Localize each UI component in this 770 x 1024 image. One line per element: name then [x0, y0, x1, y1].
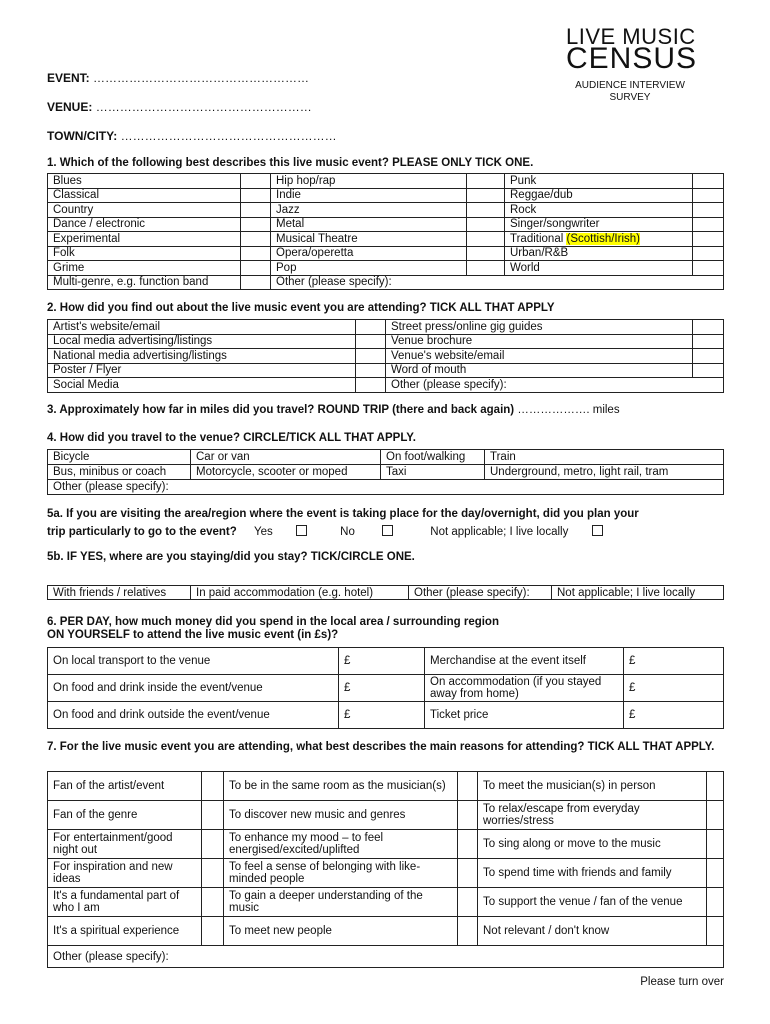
table-row [48, 261, 724, 276]
genre-option: Opera/operetta [271, 246, 467, 261]
source-tick-box[interactable] [693, 363, 724, 378]
q5a-line1: 5a. If you are visiting the area/region where the event is taking place for the day/overnight, did you plan your [47, 508, 639, 520]
q5a-na-label: Not applicable; I live locally [430, 526, 569, 538]
venue-field[interactable] [47, 100, 312, 114]
genre-option: Pop [271, 261, 467, 276]
genre-traditional: Traditional [510, 232, 564, 245]
reason-tick-box[interactable] [458, 830, 478, 859]
survey-subtitle: AUDIENCE INTERVIEW SURVEY [575, 80, 685, 103]
q2-title: 2. How did you find out about the live music event you are attending? TICK ALL THAT APPLY [47, 302, 555, 314]
q1-table [47, 173, 724, 290]
q4-title: 4. How did you travel to the venue? CIRCLE/TICK ALL THAT APPLY. [47, 432, 416, 444]
q6-title-line1: 6. PER DAY, how much money did you spend in the local area / surrounding region [47, 616, 499, 628]
q2-table [47, 319, 724, 393]
reason-tick-box[interactable] [458, 772, 478, 801]
q6-table [47, 647, 724, 729]
reason-tick-box[interactable] [202, 888, 224, 917]
genre-tick-box[interactable] [241, 174, 271, 189]
town-label: TOWN/CITY: [47, 129, 118, 143]
source-option: Venue brochure [386, 334, 693, 349]
reason-option: To be in the same room as the musician(s) [224, 772, 458, 801]
event-field[interactable] [47, 71, 309, 85]
reason-tick-box[interactable] [707, 859, 724, 888]
genre-tick-box[interactable] [467, 217, 505, 232]
genre-tick-box[interactable] [241, 246, 271, 261]
genre-option: Singer/songwriter [505, 217, 693, 232]
genre-other-field[interactable]: Other (please specify): [271, 275, 724, 290]
spend-amount-field[interactable]: £ [624, 675, 724, 702]
genre-option: Indie [271, 188, 467, 203]
genre-option: Jazz [271, 203, 467, 218]
genre-tick-box[interactable] [467, 203, 505, 218]
spend-amount-field[interactable]: £ [339, 648, 425, 675]
source-tick-box[interactable] [693, 334, 724, 349]
spend-category: On food and drink inside the event/venue [48, 675, 339, 702]
venue-label: VENUE: [47, 100, 93, 114]
reason-tick-box[interactable] [707, 801, 724, 830]
travel-option[interactable]: Underground, metro, light rail, tram [485, 465, 724, 480]
table-row [48, 174, 724, 189]
genre-tick-box[interactable] [241, 261, 271, 276]
reason-tick-box[interactable] [707, 917, 724, 946]
genre-option: Country [48, 203, 241, 218]
travel-option[interactable]: Motorcycle, scooter or moped [191, 465, 381, 480]
spend-category: Ticket price [425, 702, 624, 729]
reason-tick-box[interactable] [202, 772, 224, 801]
q5b-option[interactable]: With friends / relatives [48, 586, 191, 600]
genre-tick-box[interactable] [693, 203, 724, 218]
genre-option: World [505, 261, 693, 276]
source-option: Local media advertising/listings [48, 334, 356, 349]
reason-option: Fan of the artist/event [48, 772, 202, 801]
town-field[interactable] [47, 129, 337, 143]
source-tick-box[interactable] [693, 349, 724, 364]
reason-tick-box[interactable] [458, 801, 478, 830]
footer-turn-over: Please turn over [640, 976, 724, 988]
venue-dots: ……………………………………………… [95, 100, 312, 114]
q5a-question: trip particularly to go to the event? [47, 526, 237, 538]
genre-tick-box[interactable] [693, 188, 724, 203]
source-tick-box[interactable] [356, 334, 386, 349]
q5b-table [47, 585, 724, 600]
reason-tick-box[interactable] [202, 859, 224, 888]
reason-option: To meet new people [224, 917, 458, 946]
genre-option: Punk [505, 174, 693, 189]
q5b-title: 5b. IF YES, where are you staying/did you stay? TICK/CIRCLE ONE. [47, 551, 415, 563]
genre-tick-box[interactable] [693, 246, 724, 261]
source-other-field[interactable]: Other (please specify): [386, 378, 724, 393]
reason-tick-box[interactable] [458, 888, 478, 917]
travel-option[interactable]: Train [485, 450, 724, 465]
table-row [48, 217, 724, 232]
travel-option[interactable]: Bicycle [48, 450, 191, 465]
logo-line1: LIVE MUSIC [566, 24, 696, 49]
genre-tick-box[interactable] [241, 203, 271, 218]
genre-option: Blues [48, 174, 241, 189]
q5a-yes-checkbox[interactable] [296, 525, 307, 536]
reason-option: To gain a deeper understanding of the music [224, 888, 458, 917]
reason-option: For inspiration and new ideas [48, 859, 202, 888]
reason-option: To discover new music and genres [224, 801, 458, 830]
spend-category: On food and drink outside the event/venue [48, 702, 339, 729]
source-option: Word of mouth [386, 363, 693, 378]
source-tick-box[interactable] [356, 363, 386, 378]
genre-option: Dance / electronic [48, 217, 241, 232]
travel-option[interactable]: Car or van [191, 450, 381, 465]
q5a-line2 [47, 525, 603, 539]
q6-title-line2: ON YOURSELF to attend the live music event (in £s)? [47, 629, 339, 641]
reason-option: It's a spiritual experience [48, 917, 202, 946]
reason-tick-box[interactable] [458, 917, 478, 946]
genre-tick-box[interactable] [241, 217, 271, 232]
reason-option: To support the venue / fan of the venue [478, 888, 707, 917]
q5a-no-checkbox[interactable] [382, 525, 393, 536]
table-row [48, 232, 724, 247]
spend-category: Merchandise at the event itself [425, 648, 624, 675]
reason-option: Not relevant / don't know [478, 917, 707, 946]
spend-category: On local transport to the venue [48, 648, 339, 675]
reason-tick-box[interactable] [707, 830, 724, 859]
reason-tick-box[interactable] [458, 859, 478, 888]
q5a-yes-label: Yes [253, 526, 273, 538]
event-dots: ……………………………………………… [93, 71, 310, 85]
spend-amount-field[interactable]: £ [624, 702, 724, 729]
travel-other-field[interactable]: Other (please specify): [48, 480, 724, 495]
genre-tick-box[interactable] [241, 275, 271, 290]
genre-option: Multi-genre, e.g. function band [48, 275, 241, 290]
genre-tick-box[interactable] [467, 232, 505, 247]
q4-table [47, 449, 724, 495]
table-row [48, 203, 724, 218]
source-option: Poster / Flyer [48, 363, 356, 378]
genre-option: Metal [271, 217, 467, 232]
q5b-option[interactable]: Other (please specify): [409, 586, 552, 600]
event-label: EVENT: [47, 71, 90, 85]
genre-tick-box[interactable] [467, 188, 505, 203]
travel-option[interactable]: On foot/walking [381, 450, 485, 465]
q5a-na-checkbox[interactable] [592, 525, 603, 536]
reason-tick-box[interactable] [202, 801, 224, 830]
q7-table [47, 771, 724, 968]
reason-option: To meet the musician(s) in person [478, 772, 707, 801]
q5a-no-label: No [340, 526, 355, 538]
reason-option: To relax/escape from everyday worries/stress [478, 801, 707, 830]
travel-option[interactable]: Taxi [381, 465, 485, 480]
genre-option [505, 232, 693, 247]
spend-amount-field[interactable]: £ [624, 648, 724, 675]
q3-title: 3. Approximately how far in miles did you travel? ROUND TRIP (there and back again) [47, 404, 515, 416]
table-row [48, 188, 724, 203]
reason-option: To enhance my mood – to feel energised/excited/uplifted [224, 830, 458, 859]
source-tick-box[interactable] [356, 320, 386, 335]
genre-option: Hip hop/rap [271, 174, 467, 189]
logo-line2: CENSUS [566, 42, 698, 75]
reason-tick-box[interactable] [202, 830, 224, 859]
q5b-option[interactable]: In paid accommodation (e.g. hotel) [191, 586, 409, 600]
source-option: Venue's website/email [386, 349, 693, 364]
reason-option: It's a fundamental part of who I am [48, 888, 202, 917]
source-tick-box[interactable] [356, 378, 386, 393]
genre-tick-box[interactable] [241, 188, 271, 203]
genre-tick-box[interactable] [467, 261, 505, 276]
source-option: National media advertising/listings [48, 349, 356, 364]
genre-option: Rock [505, 203, 693, 218]
genre-option: Urban/R&B [505, 246, 693, 261]
reason-option: Fan of the genre [48, 801, 202, 830]
reason-tick-box[interactable] [202, 917, 224, 946]
genre-option: Experimental [48, 232, 241, 247]
spend-amount-field[interactable]: £ [339, 702, 425, 729]
genre-tick-box[interactable] [693, 174, 724, 189]
genre-tick-box[interactable] [693, 261, 724, 276]
reason-tick-box[interactable] [707, 888, 724, 917]
source-option: Artist's website/email [48, 320, 356, 335]
reason-option: To spend time with friends and family [478, 859, 707, 888]
traditional-highlight: (Scottish/Irish) [566, 232, 640, 245]
spend-category: On accommodation (if you stayed away from home) [425, 675, 624, 702]
source-tick-box[interactable] [356, 349, 386, 364]
genre-tick-box[interactable] [467, 246, 505, 261]
genre-tick-box[interactable] [693, 232, 724, 247]
table-row [48, 246, 724, 261]
q3-line [47, 404, 620, 417]
genre-tick-box[interactable] [241, 232, 271, 247]
genre-option: Grime [48, 261, 241, 276]
genre-option: Folk [48, 246, 241, 261]
source-tick-box[interactable] [693, 320, 724, 335]
genre-tick-box[interactable] [693, 217, 724, 232]
genre-option: Classical [48, 188, 241, 203]
reason-option: For entertainment/good night out [48, 830, 202, 859]
q3-miles-blank[interactable]: ………………. miles [517, 404, 620, 416]
reason-other-field[interactable]: Other (please specify): [48, 946, 724, 968]
travel-option[interactable]: Bus, minibus or coach [48, 465, 191, 480]
town-dots: ……………………………………………… [120, 129, 337, 143]
reason-option: To feel a sense of belonging with like-minded people [224, 859, 458, 888]
genre-tick-box[interactable] [467, 174, 505, 189]
q1-title: 1. Which of the following best describes this live music event? PLEASE ONLY TICK ONE. [47, 157, 534, 169]
genre-option: Musical Theatre [271, 232, 467, 247]
source-option: Street press/online gig guides [386, 320, 693, 335]
reason-option: To sing along or move to the music [478, 830, 707, 859]
q7-title: 7. For the live music event you are attending, what best describes the main reasons for attending? TICK ALL THAT APPLY. [47, 741, 715, 753]
source-option: Social Media [48, 378, 356, 393]
q5b-option[interactable]: Not applicable; I live locally [552, 586, 724, 600]
spend-amount-field[interactable]: £ [339, 675, 425, 702]
reason-tick-box[interactable] [707, 772, 724, 801]
genre-option: Reggae/dub [505, 188, 693, 203]
